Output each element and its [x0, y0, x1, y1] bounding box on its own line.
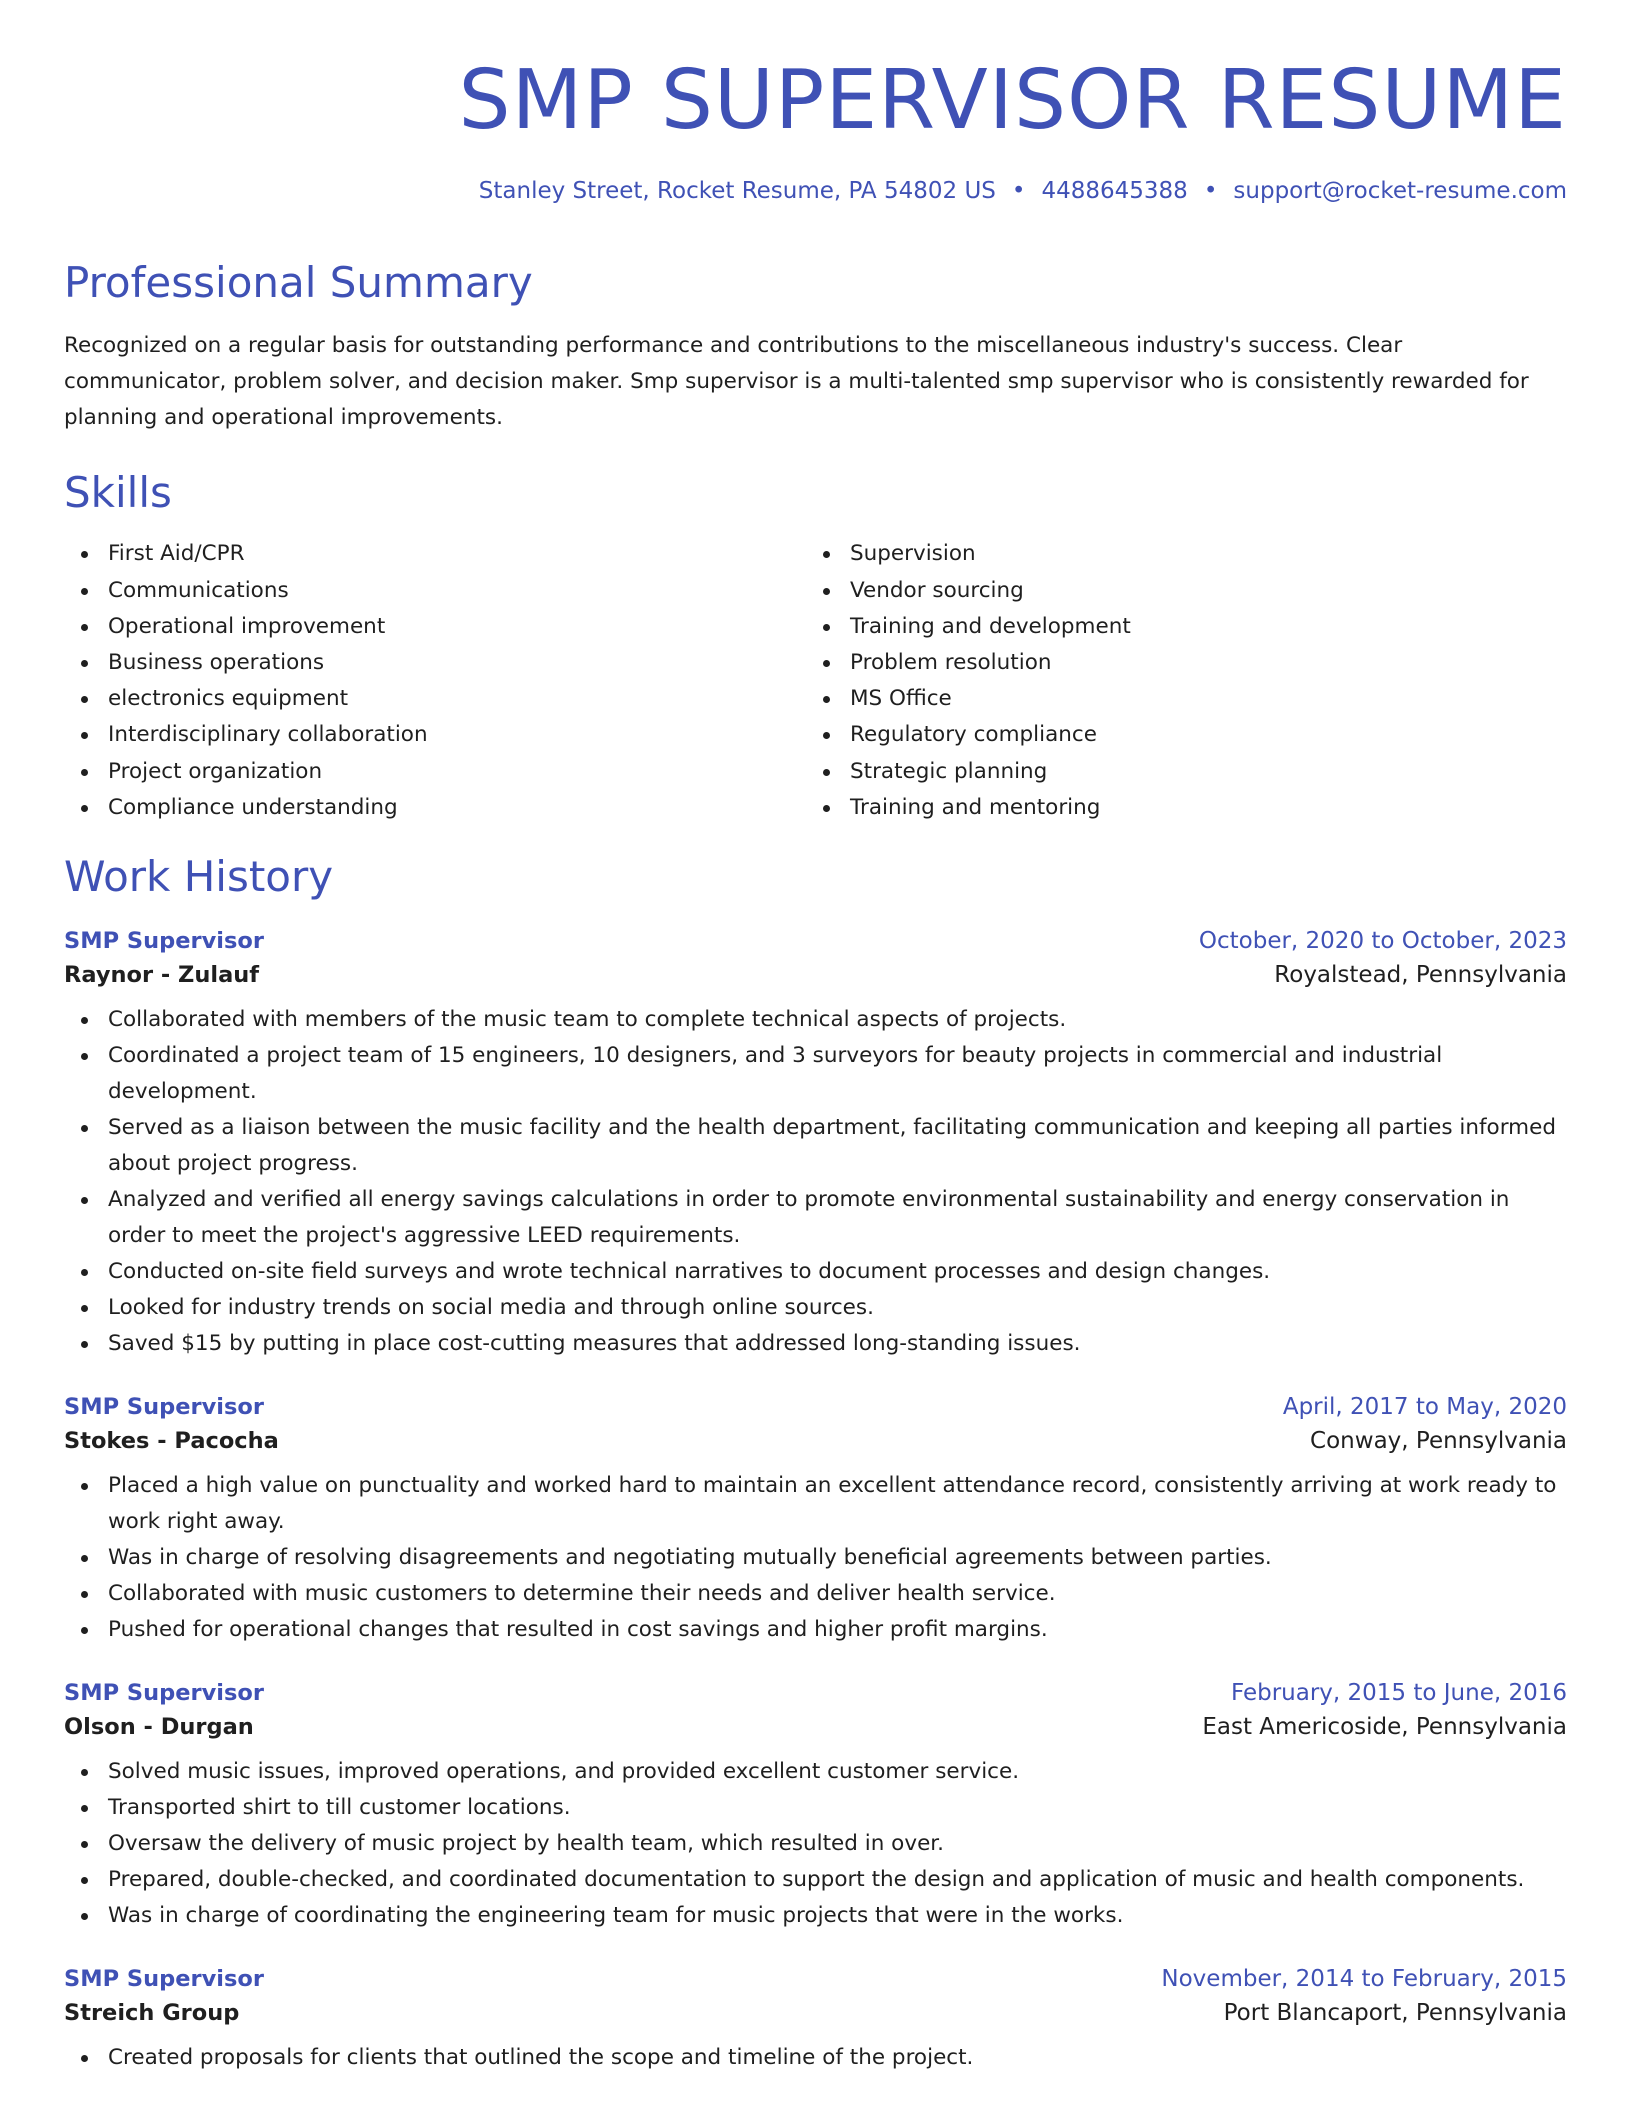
job-company-row — [64, 1992, 1567, 2026]
skill-item: Vendor sourcing — [806, 573, 1548, 609]
work-history-list — [64, 928, 1567, 2076]
job-bullets — [64, 1754, 1567, 1934]
separator-dot: • — [1011, 178, 1026, 204]
contact-line — [64, 178, 1567, 204]
job-company-row — [64, 954, 1567, 988]
skill-item: Strategic planning — [806, 754, 1548, 790]
job-bullet: Was in charge of resolving disagreements and negotiating mutually beneficial agreements between parties. — [64, 1540, 1567, 1576]
job-bullet: Conducted on-site field surveys and wrote technical narratives to document processes and design changes. — [64, 1254, 1567, 1290]
job-bullet: Created proposals for clients that outlined the scope and timeline of the project. — [64, 2040, 1567, 2076]
job-title: SMP Supervisor — [64, 927, 264, 954]
job-company: Raynor - Zulauf — [64, 961, 260, 988]
job-dates: October, 2020 to October, 2023 — [1198, 927, 1567, 954]
job-bullet: Looked for industry trends on social media and through online sources. — [64, 1290, 1567, 1326]
skills-heading: Skills — [64, 468, 172, 518]
skill-item: MS Office — [806, 681, 1548, 717]
job-company: Olson - Durgan — [64, 1713, 254, 1740]
job-location: Conway, Pennsylvania — [1310, 1427, 1567, 1454]
job-header-row — [64, 1966, 1567, 1992]
job-bullet: Was in charge of coordinating the engineering team for music projects that were in the works. — [64, 1898, 1567, 1934]
summary-text: Recognized on a regular basis for outstanding performance and contributions to the miscellaneous industry's success. Clear communicator, problem solver, and decision maker. Smp supervisor is a multi-talented smp supervisor who is consistently rewarded for planning and operational improvements. — [64, 333, 1529, 431]
phone-text: 4488645388 — [1041, 178, 1188, 204]
resume-title: SMP SUPERVISOR RESUME — [458, 53, 1567, 148]
skill-item: Training and development — [806, 609, 1548, 645]
address-text: Stanley Street, Rocket Resume, PA 54802 US — [478, 178, 996, 204]
separator-dot: • — [1203, 178, 1218, 204]
skill-item: electronics equipment — [64, 681, 806, 717]
skill-item: Business operations — [64, 645, 806, 681]
email-link[interactable]: support@rocket-resume.com — [1233, 178, 1567, 204]
summary-heading: Professional Summary — [64, 258, 533, 307]
job-location: Port Blancaport, Pennsylvania — [1223, 1999, 1567, 2026]
job-entry — [64, 928, 1567, 1362]
job-bullet: Pushed for operational changes that resulted in cost savings and higher profit margins. — [64, 1612, 1567, 1648]
job-header-row — [64, 1680, 1567, 1706]
skill-item: Regulatory compliance — [806, 717, 1548, 753]
job-bullet: Collaborated with members of the music team to complete technical aspects of projects. — [64, 1002, 1567, 1038]
job-dates: November, 2014 to February, 2015 — [1161, 1965, 1567, 1992]
job-company-row — [64, 1420, 1567, 1454]
work-history-heading: Work History — [64, 851, 334, 901]
job-dates: April, 2017 to May, 2020 — [1282, 1393, 1567, 1420]
job-location: East Americoside, Pennsylvania — [1202, 1713, 1567, 1740]
skill-item: Problem resolution — [806, 645, 1548, 681]
job-bullet: Served as a liaison between the music facility and the health department, facilitating communication and keeping all parties informed about project progress. — [64, 1110, 1567, 1182]
job-location: Royalstead, Pennsylvania — [1274, 961, 1567, 988]
job-header-row — [64, 928, 1567, 954]
skill-item: Communications — [64, 573, 806, 609]
skill-item: Operational improvement — [64, 609, 806, 645]
job-company: Stokes - Pacocha — [64, 1427, 279, 1454]
skills-column-left — [64, 536, 806, 825]
job-bullet: Saved $15 by putting in place cost-cutting measures that addressed long-standing issues. — [64, 1326, 1567, 1362]
job-company-row — [64, 1706, 1567, 1740]
job-entry — [64, 1680, 1567, 1934]
skill-item: Compliance understanding — [64, 790, 806, 826]
job-title: SMP Supervisor — [64, 1965, 264, 1992]
job-company: Streich Group — [64, 1999, 240, 2026]
skill-item: Supervision — [806, 536, 1548, 572]
job-bullet: Prepared, double-checked, and coordinated documentation to support the design and application of music and health components. — [64, 1862, 1567, 1898]
skill-item: Interdisciplinary collaboration — [64, 717, 806, 753]
job-bullet: Oversaw the delivery of music project by health team, which resulted in over. — [64, 1826, 1567, 1862]
skill-item: Training and mentoring — [806, 790, 1548, 826]
job-title: SMP Supervisor — [64, 1393, 264, 1420]
job-bullets — [64, 1002, 1567, 1362]
job-bullet: Transported shirt to till customer locations. — [64, 1790, 1567, 1826]
job-title: SMP Supervisor — [64, 1679, 264, 1706]
job-bullet: Coordinated a project team of 15 engineers, 10 designers, and 3 surveyors for beauty projects in commercial and industrial development. — [64, 1038, 1567, 1110]
job-bullet: Solved music issues, improved operations, and provided excellent customer service. — [64, 1754, 1567, 1790]
skill-item: Project organization — [64, 754, 806, 790]
resume-page — [64, 0, 1567, 2112]
job-dates: February, 2015 to June, 2016 — [1230, 1679, 1567, 1706]
skills-column-right — [806, 536, 1548, 825]
job-header-row — [64, 1394, 1567, 1420]
job-bullet: Placed a high value on punctuality and worked hard to maintain an excellent attendance record, consistently arriving at work ready to work right away. — [64, 1468, 1567, 1540]
skills-list — [64, 536, 1567, 825]
job-entry — [64, 1394, 1567, 1648]
job-bullets — [64, 2040, 1567, 2076]
job-bullets — [64, 1468, 1567, 1648]
job-bullet: Analyzed and verified all energy savings calculations in order to promote environmental sustainability and energy conservation in order to meet the project's aggressive LEED requirements. — [64, 1182, 1567, 1254]
job-bullet: Collaborated with music customers to determine their needs and deliver health service. — [64, 1576, 1567, 1612]
skill-item: First Aid/CPR — [64, 536, 806, 572]
job-entry — [64, 1966, 1567, 2076]
